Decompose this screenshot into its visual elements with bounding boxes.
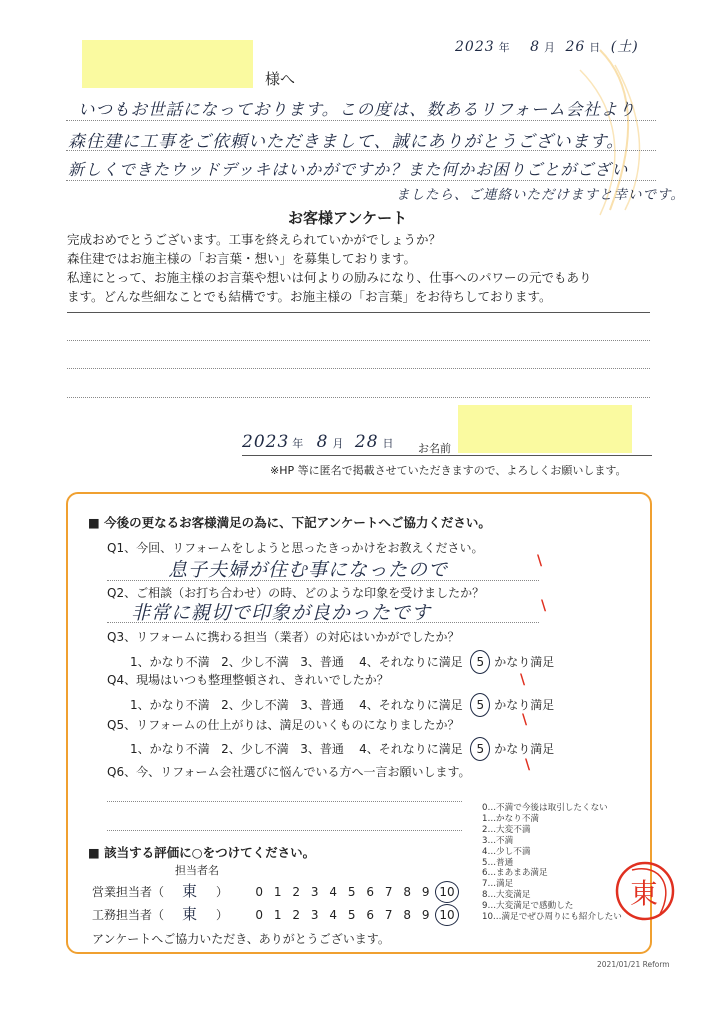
legend-item: 1…かなり不満	[482, 813, 540, 824]
question-3-check-mark: \	[520, 672, 526, 688]
letter-date: 2023 年 8 月 26 日 (土)	[455, 39, 639, 55]
question-3-selected-circle[interactable]: 5	[470, 650, 490, 674]
answer-1: 息子夫婦が住む事になったので	[168, 559, 449, 581]
comment-line-4	[67, 397, 650, 398]
letter-line-4: ましたら、ご連絡いただけますと幸いです。	[396, 187, 685, 203]
legend-item: 0…不満で今後は取引したくない	[482, 803, 608, 813]
legend-item: 2…大変不満	[482, 824, 531, 835]
question-4-check-mark: \	[522, 712, 528, 728]
sales-staff-name: 東	[182, 882, 199, 900]
answer-2-check-mark: \	[541, 598, 547, 614]
answer-1-check-mark: \	[537, 553, 543, 569]
comment-line-2	[67, 340, 650, 341]
anonymous-note: ※HP 等に匿名で掲載させていただきますので、よろしくお願いします。	[270, 464, 627, 477]
legend-item: 5…普通	[482, 857, 514, 868]
question-6-line-2	[107, 830, 462, 831]
answer-1-line	[107, 580, 539, 581]
legend-item: 6…まあまあ満足	[482, 868, 548, 879]
salutation: 様へ	[265, 70, 296, 88]
sales-score-selected-circle[interactable]: 10	[435, 881, 459, 903]
answer-2-line	[107, 622, 539, 623]
answer-2: 非常に親切で印象が良かったです	[131, 602, 432, 624]
sales-score-scale: 0 1 2 3 4 5 6 7 8 9 10	[250, 881, 459, 903]
survey-title: お客様アンケート	[288, 209, 408, 227]
letter-line-3: 新しくできたウッドデッキはいかがですか？また何かお困りごとがござい	[68, 160, 629, 179]
question-4-options: 1、かなり不満 2、少し不満 3、普通 4、それなりに満足 5 かなり満足	[130, 693, 554, 717]
question-4: Q4、現場はいつも整理整頓され、きれいでしたか？	[107, 673, 389, 687]
customer-name-redaction	[458, 405, 632, 453]
questionnaire-heading: ■ 今後の更なるお客様満足の為に、下記アンケートへご協力ください。	[88, 515, 491, 530]
letter-line-rule-3	[66, 180, 656, 181]
question-5: Q5、リフォームの仕上がりは、満足のいくものになりましたか？	[107, 718, 460, 732]
survey-intro-line-4: ます。どんな些細なことでも結構です。お施主様の「お言葉」をお待ちしております。	[67, 289, 552, 304]
question-2: Q2、ご相談（お打ち合わせ）の時、どのような印象を受けましたか？	[107, 586, 485, 600]
legend-item: 9…大変満足で感動した	[482, 901, 574, 912]
reply-date: 2023 年 8 月 28 日	[242, 432, 395, 452]
name-label: お名前	[418, 442, 451, 455]
letter-line-1: いつもお世話になっております。この度は、数あるリフォーム会社より	[78, 100, 636, 119]
works-staff-row: 工務担当者（ 東 ）	[92, 905, 229, 923]
score-legend	[482, 803, 622, 923]
works-score-selected-circle[interactable]: 10	[435, 904, 459, 926]
legend-item: 7…満足	[482, 879, 514, 890]
legend-item: 3…不満	[482, 835, 514, 846]
legend-item: 8…大変満足	[482, 890, 531, 901]
legend-item: 10…満足でぜひ周りにも紹介したい	[482, 912, 622, 923]
rating-heading: ■ 該当する評価に○をつけてください。	[88, 845, 316, 860]
survey-intro-line-3: 私達にとって、お施主様のお言葉や想いは何よりの励みになり、仕事へのパワーの元でもあり	[67, 270, 592, 285]
letter-line-rule-1	[66, 120, 656, 121]
question-6: Q6、今、リフォーム会社選びに悩んでいる方へ一言お願いします。	[107, 765, 471, 779]
reply-line	[242, 455, 652, 456]
staff-name-header: 担当者名	[175, 864, 219, 877]
question-5-selected-circle[interactable]: 5	[470, 737, 490, 761]
red-seal-stamp-text: 東	[630, 877, 659, 910]
survey-intro-line-1: 完成おめでとうございます。工事を終えられていかがでしょうか？	[67, 232, 442, 247]
survey-intro-line-2: 森住建ではお施主様の「お言葉・想い」を募集しております。	[67, 251, 417, 266]
question-5-options: 1、かなり不満 2、少し不満 3、普通 4、それなりに満足 5 かなり満足	[130, 737, 554, 761]
works-staff-name: 東	[182, 905, 199, 923]
comment-line-3	[67, 368, 650, 369]
question-1: Q1、今回、リフォームをしようと思ったきっかけをお教えください。	[107, 541, 484, 555]
legend-item: 4…少し不満	[482, 846, 531, 857]
question-5-check-mark: \	[525, 757, 531, 773]
question-3-options: 1、かなり不満 2、少し不満 3、普通 4、それなりに満足 5 かなり満足	[130, 650, 554, 674]
sales-staff-row: 営業担当者（ 東 ）	[92, 882, 229, 900]
recipient-name-redaction	[82, 40, 253, 88]
question-4-selected-circle[interactable]: 5	[470, 693, 490, 717]
letter-line-2: 森住建に工事をご依頼いただきまして、誠にありがとうございます。	[68, 132, 625, 152]
thanks-message: アンケートへご協力いただき、ありがとうございます。	[92, 932, 390, 946]
question-6-line-1	[107, 801, 462, 802]
question-3: Q3、リフォームに携わる担当（業者）の対応はいかがでしたか？	[107, 630, 460, 644]
works-score-scale: 0 1 2 3 4 5 6 7 8 9 10	[250, 904, 459, 926]
comment-line-1	[67, 312, 650, 313]
form-revision-code: 2021/01/21 Reform	[597, 960, 670, 969]
